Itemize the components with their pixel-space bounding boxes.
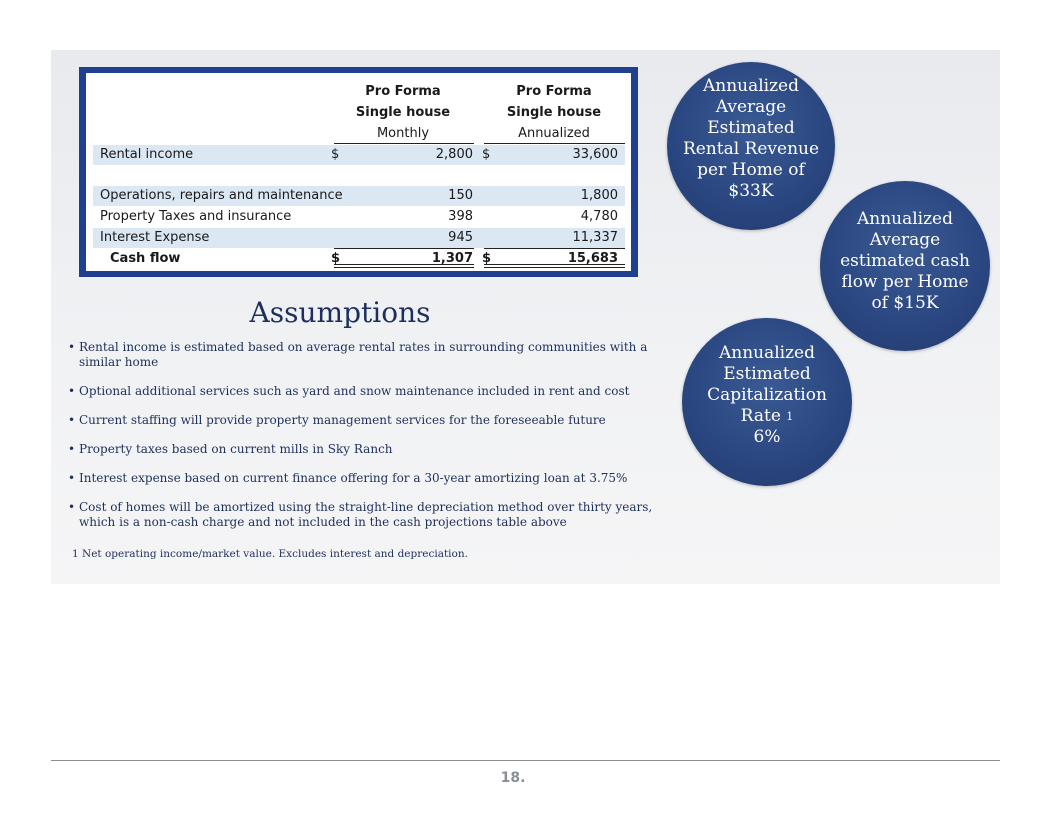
cashflow-highlight-text: Annualized Average estimated cash flow per Home of $15K — [840, 208, 970, 313]
row-label: Operations, repairs and maintenance — [100, 188, 343, 203]
row-dollar-annual: $ — [482, 147, 491, 162]
row-dollar-monthly: $ — [331, 147, 340, 162]
cap-rate-highlight-block — [707, 343, 827, 448]
column-header-annualized-line2: Single house — [506, 105, 602, 120]
assumptions-title: Assumptions — [249, 296, 431, 329]
column-header-annualized — [499, 81, 609, 144]
row-value-annual: 11,337 — [572, 230, 618, 245]
assumptions-list — [68, 340, 668, 544]
footnote: 1 Net operating income/market value. Excludes interest and depreciation. — [72, 548, 468, 560]
row-value-monthly: 945 — [448, 230, 473, 245]
table-row — [93, 228, 625, 248]
row-label: Rental income — [100, 147, 194, 162]
column-header-monthly-line2: Single house — [355, 105, 451, 120]
row-dollar-monthly: $ — [331, 251, 341, 266]
page-number: 18. — [500, 770, 526, 786]
revenue-highlight-text: Annualized Average Estimated Rental Revenue per Home of $33K — [682, 76, 820, 201]
list-item: • Rental income is estimated based on average rental rates in surrounding communities with a similar home — [68, 340, 668, 370]
row-value-annual: 33,600 — [572, 147, 618, 162]
list-item: • Cost of homes will be amortized using the straight-line depreciation method over thirty years, which is a non-cash charge and not included in the cash projections table above — [68, 500, 659, 530]
column-header-annualized-line3: Annualized — [518, 126, 590, 141]
table-row — [93, 186, 625, 206]
column-header-monthly-line1: Pro Forma — [365, 84, 441, 99]
list-item: • Interest expense based on current finance offering for a 30-year amortizing loan at 3.75% — [68, 471, 668, 486]
row-label: Property Taxes and insurance — [100, 209, 292, 224]
cap-rate-highlight-circle — [682, 318, 852, 486]
pro-forma-table-frame — [79, 67, 638, 277]
list-item: • Property taxes based on current mills in Sky Ranch — [68, 442, 668, 457]
table-row — [93, 207, 625, 227]
row-value-monthly: 1,307 — [431, 251, 473, 266]
cap-rate-value: 6% — [753, 426, 781, 447]
footer-divider — [51, 760, 1000, 761]
pro-forma-table — [86, 73, 631, 271]
row-label: Cash flow — [110, 251, 181, 266]
header-underline-annualized — [484, 143, 625, 144]
row-label: Interest Expense — [100, 230, 210, 245]
column-header-monthly-line3: Monthly — [376, 126, 430, 141]
column-header-monthly — [348, 81, 458, 144]
row-value-annual: 1,800 — [580, 188, 618, 203]
header-underline-monthly — [334, 143, 474, 144]
row-value-monthly: 2,800 — [435, 147, 473, 162]
row-value-annual: 15,683 — [567, 251, 618, 266]
row-value-monthly: 398 — [448, 209, 473, 224]
table-row — [93, 145, 625, 165]
column-header-annualized-line1: Pro Forma — [516, 84, 592, 99]
row-value-annual: 4,780 — [580, 209, 618, 224]
row-dollar-annual: $ — [482, 251, 492, 266]
total-double-rule-annual — [484, 264, 625, 268]
revenue-highlight-circle — [667, 62, 835, 230]
total-double-rule-monthly — [334, 264, 474, 268]
cashflow-highlight-circle — [820, 181, 990, 351]
cap-rate-footnote-marker: 1 — [786, 409, 794, 423]
list-item: • Optional additional services such as yard and snow maintenance included in rent and cost — [68, 384, 668, 399]
row-value-monthly: 150 — [448, 188, 473, 203]
cap-rate-text: Annualized Estimated Capitalization Rate — [707, 342, 827, 426]
list-item: • Current staffing will provide property management services for the foreseeable future — [68, 413, 668, 428]
